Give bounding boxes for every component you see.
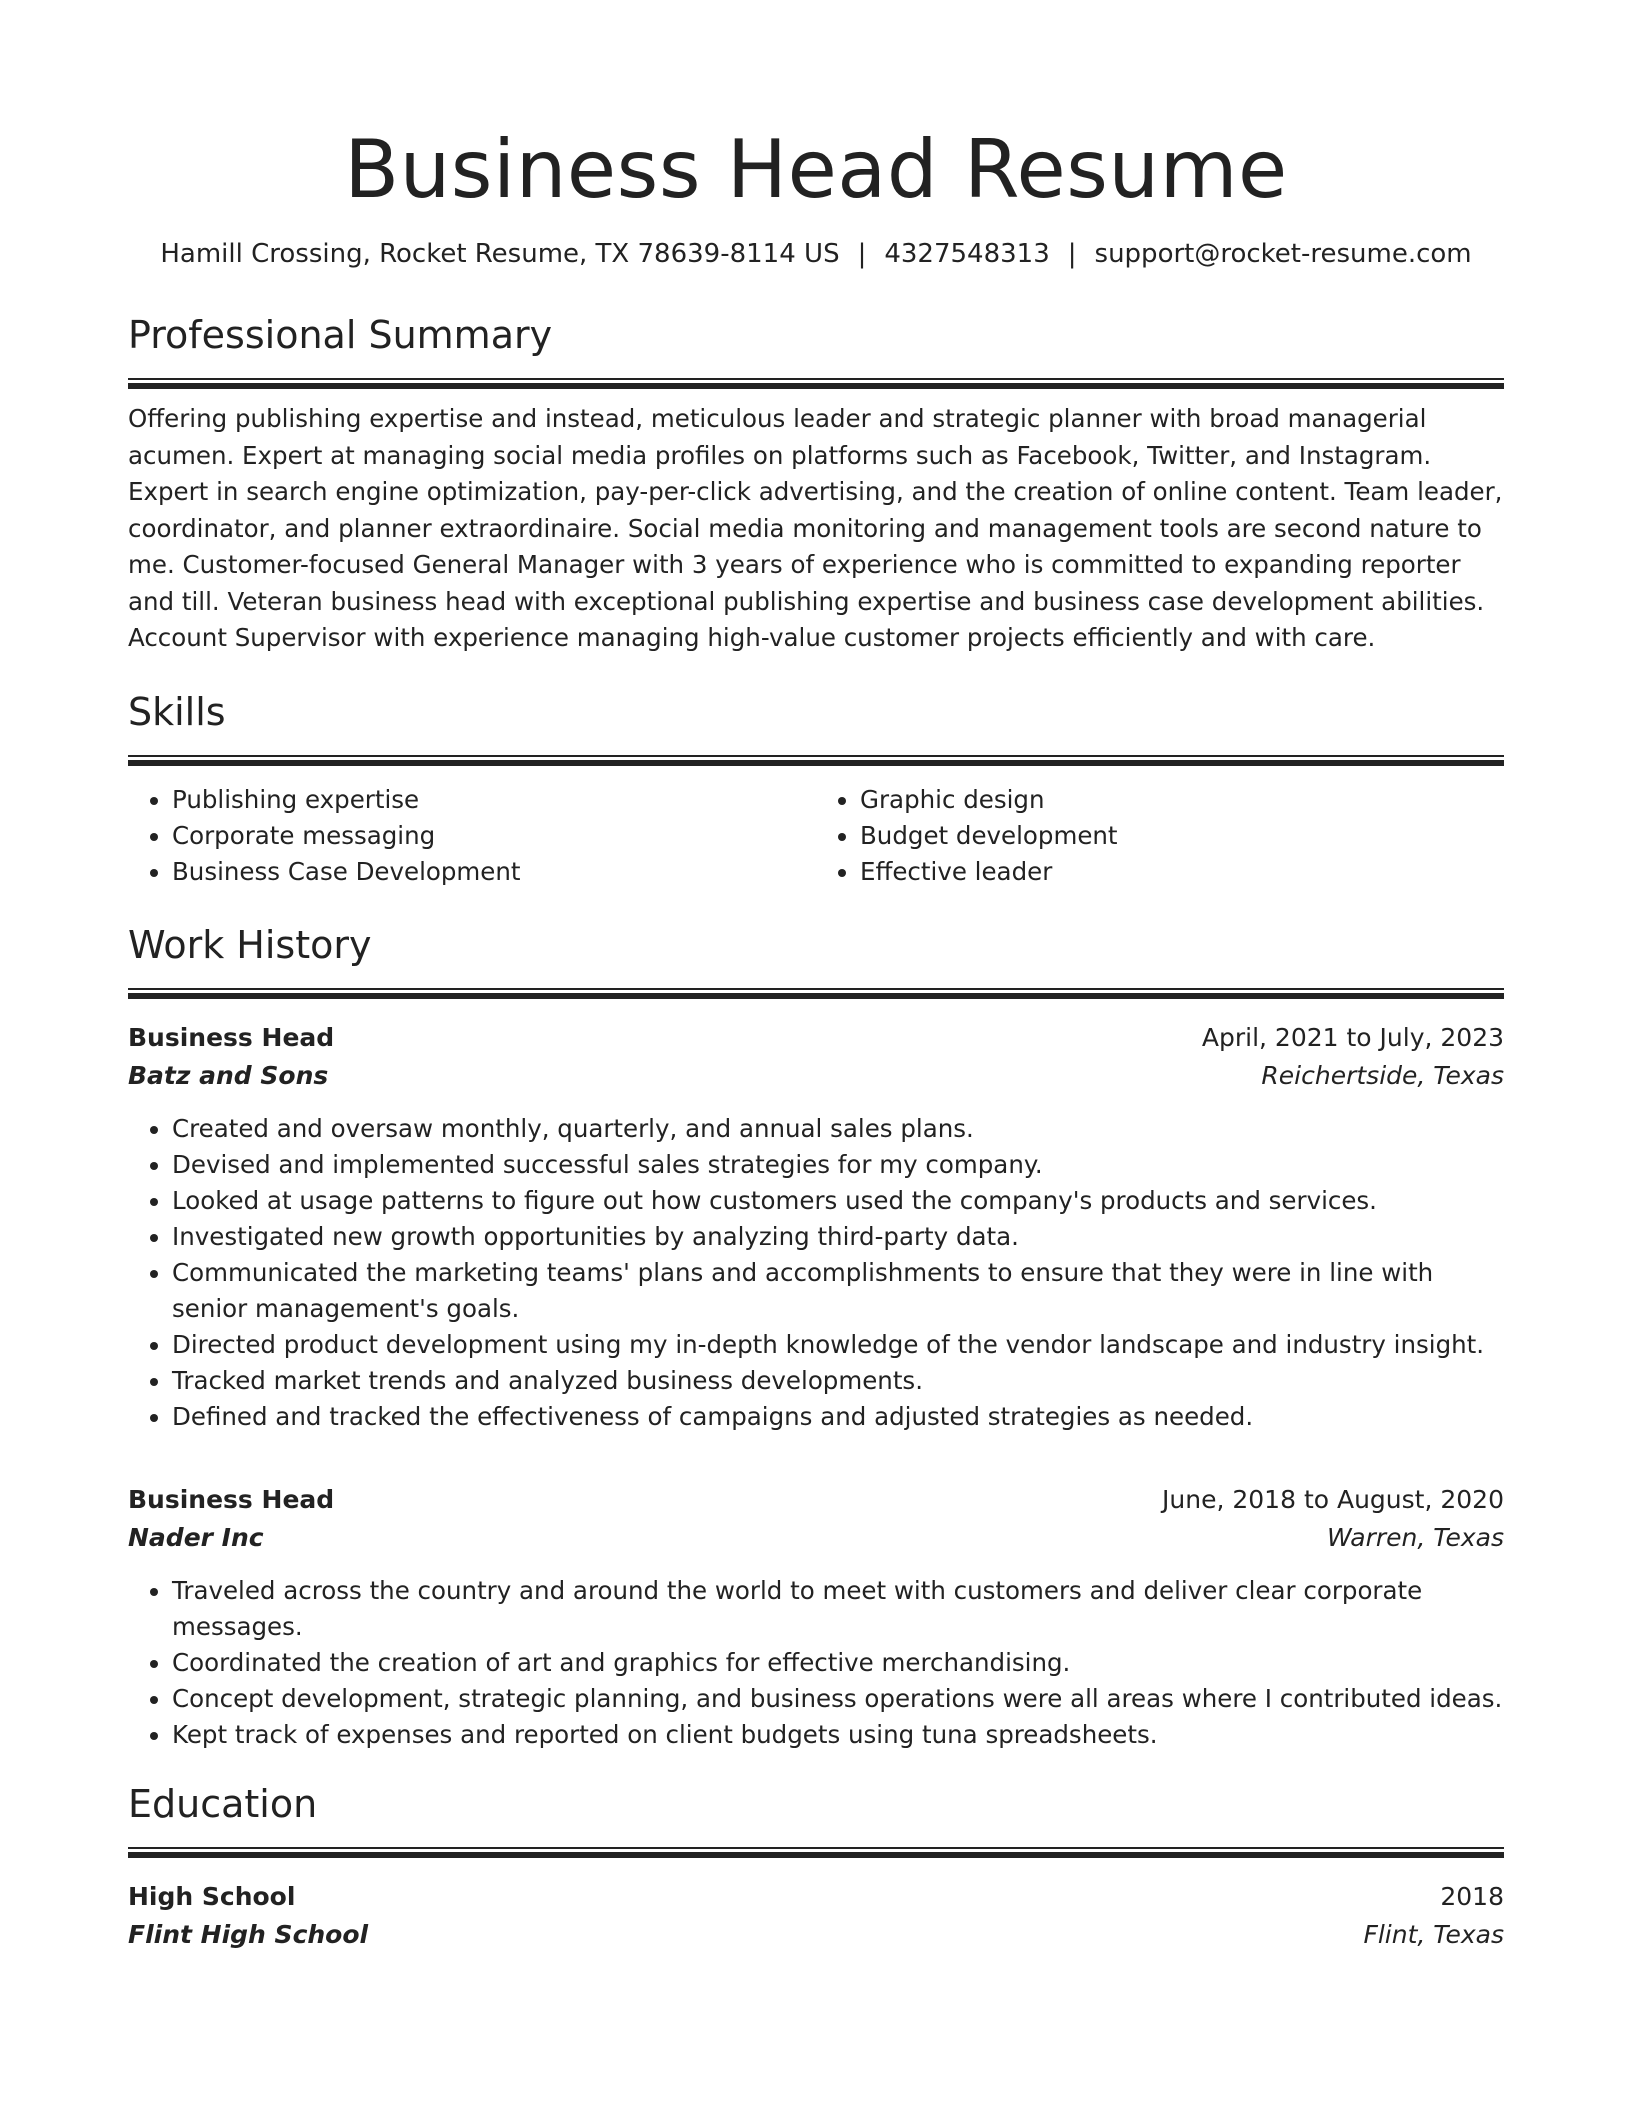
job-title: Business Head (128, 1022, 335, 1052)
job-bullet: • Looked at usage patterns to figure out how customers used the company's products and services. (172, 1183, 1504, 1219)
company-name: Batz and Sons (128, 1060, 329, 1090)
job-bullet: • Devised and implemented successful sales strategies for my company. (172, 1147, 1504, 1183)
job-entry (128, 1481, 1504, 1753)
job-bullet: • Created and oversaw monthly, quarterly, and annual sales plans. (172, 1111, 1504, 1147)
job-bullet: • Directed product development using my in-depth knowledge of the vendor landscape and industry insight. (172, 1327, 1504, 1363)
skill-item: • Corporate messaging (172, 818, 816, 854)
job-header (128, 1481, 1504, 1519)
job-entry (128, 1019, 1504, 1435)
section-heading-work: Work History (128, 922, 372, 967)
education-header (128, 1878, 1504, 1916)
section-divider (128, 378, 1504, 389)
education-entry (128, 1878, 1504, 1954)
job-subheader (128, 1519, 1504, 1557)
job-bullet: • Kept track of expenses and reported on client budgets using tuna spreadsheets. (172, 1717, 1504, 1753)
skills-list (128, 782, 1504, 890)
job-header (128, 1019, 1504, 1057)
education-section (128, 1779, 1504, 1954)
job-dates: June, 2018 to August, 2020 (1162, 1484, 1504, 1514)
job-bullets (128, 1573, 1504, 1753)
contact-separator: | (1067, 239, 1077, 269)
job-subheader (128, 1057, 1504, 1095)
job-location: Warren, Texas (1326, 1522, 1504, 1552)
section-divider (128, 988, 1504, 999)
job-bullet: • Communicated the marketing teams' plans and accomplishments to ensure that they were in line with senior management's goals. (172, 1255, 1504, 1327)
job-bullet: • Defined and tracked the effectiveness of campaigns and adjusted strategies as needed. (172, 1399, 1504, 1435)
resume-title: Business Head Resume (344, 123, 1288, 216)
skills-section (128, 687, 1504, 890)
section-divider (128, 755, 1504, 766)
skills-column-right (816, 782, 1504, 890)
skill-item: • Graphic design (860, 782, 1504, 818)
skill-item: • Publishing expertise (172, 782, 816, 818)
job-dates: April, 2021 to July, 2023 (1201, 1022, 1504, 1052)
job-bullets (128, 1111, 1504, 1435)
company-name: Nader Inc (128, 1522, 264, 1552)
contact-line (128, 236, 1504, 272)
work-history-section (128, 920, 1504, 1753)
graduation-year: 2018 (1440, 1881, 1504, 1911)
summary-text: Offering publishing expertise and instead, meticulous leader and strategic planner with broad managerial acumen. Expert at managing social media profiles on platforms such as Facebook, Twitter, and Instagram. Expert in search engine optimization, pay-per-click advertising, and the creation of online content. Team leader, coordinator, and planner extraordinaire. Social media monitoring and management tools are second nature to me. Customer-focused General Manager with 3 years of experience who is committed to expanding reporter and till. Veteran business head with exceptional publishing expertise and business case development abilities. Account Supervisor with experience managing high-value customer projects efficiently and with care. (128, 404, 1503, 652)
education-subheader (128, 1916, 1504, 1954)
skill-item: • Business Case Development (172, 854, 816, 890)
job-location: Reichertside, Texas (1261, 1060, 1504, 1090)
job-bullet: • Tracked market trends and analyzed business developments. (172, 1363, 1504, 1399)
skills-column-left (128, 782, 816, 890)
address: Hamill Crossing, Rocket Resume, TX 78639-8114 US (160, 239, 840, 269)
section-heading-education: Education (128, 1781, 318, 1826)
phone: 4327548313 (884, 239, 1050, 269)
job-bullet: • Investigated new growth opportunities by analyzing third-party data. (172, 1219, 1504, 1255)
job-bullet: • Coordinated the creation of art and graphics for effective merchandising. (172, 1645, 1504, 1681)
school-name: Flint High School (128, 1919, 369, 1949)
job-title: Business Head (128, 1484, 335, 1514)
skill-item: • Budget development (860, 818, 1504, 854)
section-heading-skills: Skills (128, 689, 226, 734)
email: support@rocket-resume.com (1094, 239, 1472, 269)
job-bullet: • Traveled across the country and around the world to meet with customers and deliver clear corporate messages. (172, 1573, 1504, 1645)
contact-separator: | (857, 239, 867, 269)
summary-section (128, 310, 1504, 657)
school-location: Flint, Texas (1363, 1919, 1504, 1949)
section-heading-summary: Professional Summary (128, 313, 553, 357)
degree: High School (128, 1881, 296, 1911)
skill-item: • Effective leader (860, 854, 1504, 890)
section-divider (128, 1847, 1504, 1858)
job-bullet: • Concept development, strategic planning, and business operations were all areas where I contributed ideas. (172, 1681, 1504, 1717)
